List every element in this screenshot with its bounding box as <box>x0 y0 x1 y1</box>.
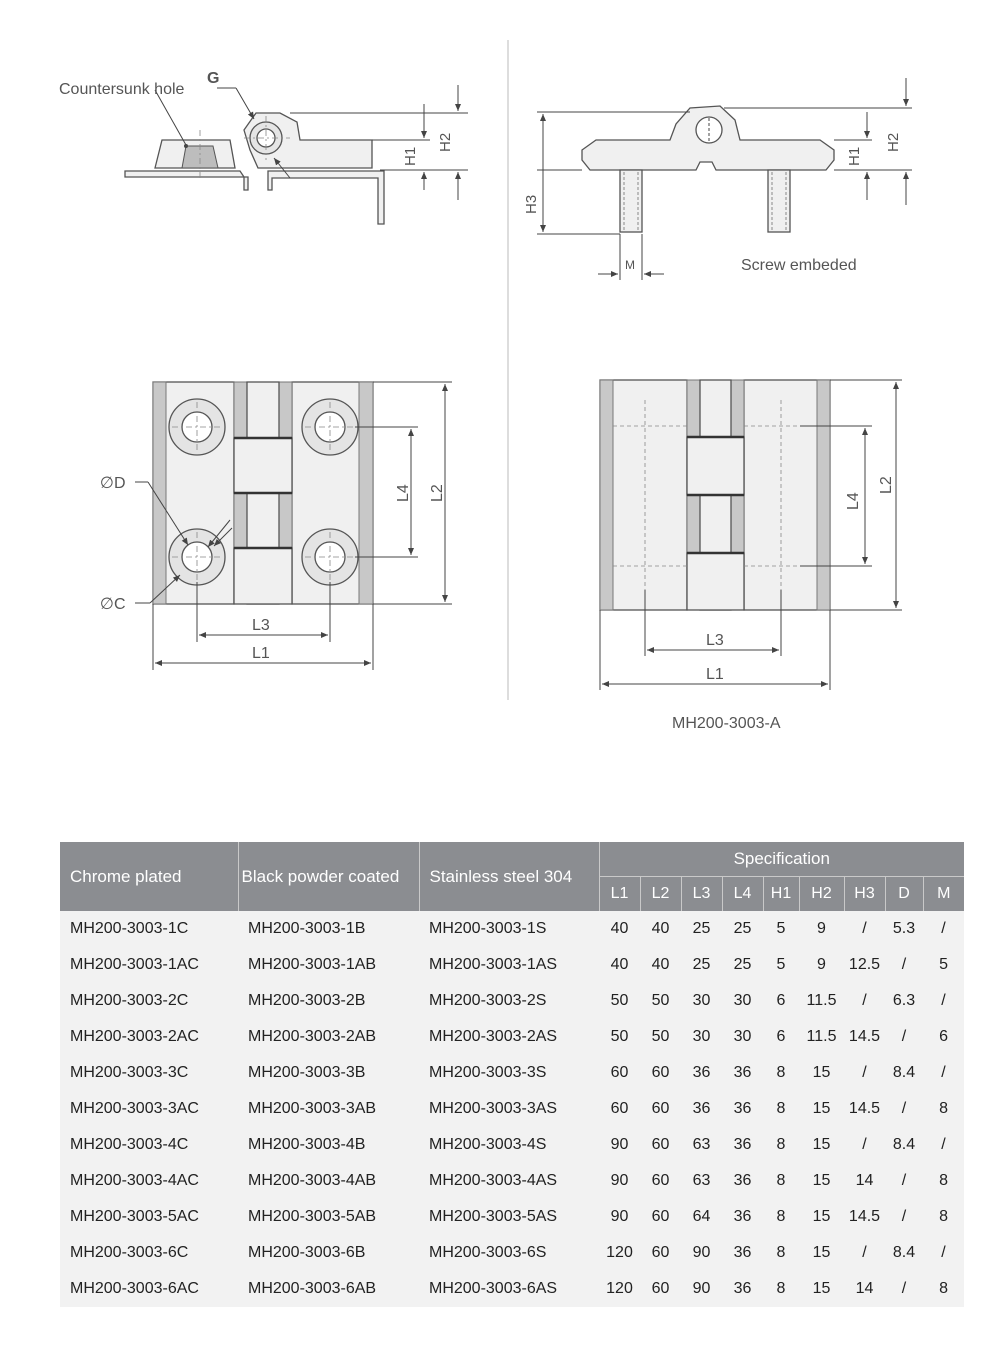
stainless-model: MH200-3003-6S <box>429 1244 547 1261</box>
chrome-model: MH200-3003-1C <box>70 920 189 937</box>
value-l1: 40 <box>610 920 629 937</box>
value-l1: 40 <box>610 956 629 973</box>
table-row <box>60 1091 964 1127</box>
value-d: 8.4 <box>892 1064 916 1081</box>
value-l4: 36 <box>733 1208 752 1225</box>
value-h2: 15 <box>812 1100 831 1117</box>
table-row <box>60 1199 964 1235</box>
value-l3: 30 <box>692 992 711 1009</box>
value-l2: 60 <box>651 1172 670 1189</box>
value-h2: 15 <box>812 1136 831 1153</box>
l2-label-a: L2 <box>878 476 895 494</box>
l4-label-front: L4 <box>395 484 412 502</box>
value-l3: 25 <box>692 920 711 937</box>
countersunk-hole-label: Countersunk hole <box>59 81 185 98</box>
l1-label-front: L1 <box>252 645 270 662</box>
value-m: 6 <box>939 1028 948 1045</box>
black-model: MH200-3003-3AB <box>248 1100 377 1117</box>
spec-col-l3: L3 <box>681 877 722 912</box>
stainless-model: MH200-3003-6AS <box>429 1280 558 1297</box>
value-l2: 60 <box>651 1100 670 1117</box>
value-l3: 30 <box>692 1028 711 1045</box>
value-l4: 36 <box>733 1100 752 1117</box>
h1-label-side: H1 <box>402 146 419 166</box>
value-l1: 50 <box>610 1028 629 1045</box>
front-view-screw-embeded <box>600 380 902 732</box>
side-view-countersunk <box>59 70 468 224</box>
l4-label-a: L4 <box>845 492 862 510</box>
value-h2: 15 <box>812 1280 831 1297</box>
value-m: / <box>941 992 946 1009</box>
l3-label-front: L3 <box>252 617 270 634</box>
chrome-model: MH200-3003-3AC <box>70 1100 199 1117</box>
value-l3: 63 <box>692 1172 711 1189</box>
chrome-model: MH200-3003-6AC <box>70 1280 199 1297</box>
value-h3: 14 <box>855 1280 874 1297</box>
black-model: MH200-3003-6B <box>248 1244 366 1261</box>
value-m: / <box>941 1244 946 1261</box>
spec-col-h1: H1 <box>763 877 799 912</box>
spec-col-m: M <box>923 877 964 912</box>
value-h3: 14 <box>855 1172 874 1189</box>
value-l4: 36 <box>733 1244 752 1261</box>
value-d: / <box>901 1208 907 1225</box>
value-d: / <box>901 1280 907 1297</box>
value-l4: 36 <box>733 1172 752 1189</box>
header-stainless-steel: Stainless steel 304 <box>419 842 599 911</box>
chrome-model: MH200-3003-4C <box>70 1136 189 1153</box>
table-row <box>60 1127 964 1163</box>
value-l2: 40 <box>651 920 670 937</box>
table-row <box>60 1235 964 1271</box>
value-h2: 9 <box>817 956 826 973</box>
value-l1: 120 <box>606 1244 633 1261</box>
phi-d-label: ∅D <box>100 475 126 492</box>
header-black-powder-coated: Black powder coated <box>238 842 419 911</box>
h2-label-screw: H2 <box>885 132 902 152</box>
stainless-model: MH200-3003-4S <box>429 1136 547 1153</box>
value-h2: 15 <box>812 1172 831 1189</box>
value-h2: 9 <box>817 920 826 937</box>
table-row <box>60 1271 964 1307</box>
value-l1: 60 <box>610 1064 629 1081</box>
l1-label-a: L1 <box>706 666 724 683</box>
value-h3: 12.5 <box>848 956 881 973</box>
l2-label-front: L2 <box>429 484 446 502</box>
value-d: 8.4 <box>892 1244 916 1261</box>
table-row <box>60 911 964 947</box>
value-h1: 8 <box>776 1064 786 1081</box>
h3-label: H3 <box>523 194 540 214</box>
value-d: / <box>901 956 907 973</box>
value-h1: 5 <box>776 956 786 973</box>
value-l1: 90 <box>610 1208 629 1225</box>
value-m: / <box>941 1064 946 1081</box>
screw-embeded-label: Screw embeded <box>741 257 857 274</box>
value-d: 6.3 <box>892 992 916 1009</box>
value-l2: 60 <box>651 1280 670 1297</box>
side-view-screw-embeded <box>523 78 912 280</box>
stainless-model: MH200-3003-5AS <box>429 1208 558 1225</box>
chrome-model: MH200-3003-3C <box>70 1064 189 1081</box>
specification-table <box>60 842 964 1307</box>
h1-label-screw: H1 <box>846 146 863 166</box>
value-l3: 63 <box>692 1136 711 1153</box>
value-m: / <box>941 920 946 937</box>
value-h1: 8 <box>776 1208 786 1225</box>
h2-label-side: H2 <box>437 132 454 152</box>
front-view-countersunk <box>100 382 452 670</box>
value-m: 8 <box>939 1100 948 1117</box>
table-row <box>60 1019 964 1055</box>
table-row <box>60 947 964 983</box>
value-l1: 50 <box>610 992 629 1009</box>
value-h3: / <box>862 1136 867 1153</box>
spec-col-h2: H2 <box>799 877 844 912</box>
value-h1: 5 <box>776 920 786 937</box>
l3-label-a: L3 <box>706 632 724 649</box>
value-l3: 64 <box>692 1208 711 1225</box>
value-l4: 30 <box>733 1028 752 1045</box>
table-row <box>60 1055 964 1091</box>
spec-table-body <box>60 911 964 1307</box>
spec-col-h3: H3 <box>844 877 885 912</box>
chrome-model: MH200-3003-4AC <box>70 1172 199 1189</box>
value-h2: 15 <box>812 1064 831 1081</box>
value-l2: 60 <box>651 1244 670 1261</box>
value-h3: / <box>862 992 867 1009</box>
value-h1: 8 <box>776 1172 786 1189</box>
value-m: 5 <box>939 956 948 973</box>
value-h1: 6 <box>776 992 786 1009</box>
value-l4: 36 <box>733 1064 752 1081</box>
value-h1: 8 <box>776 1280 786 1297</box>
value-d: 5.3 <box>892 920 916 937</box>
value-h3: / <box>862 1244 867 1261</box>
value-l3: 36 <box>692 1064 711 1081</box>
value-l3: 36 <box>692 1100 711 1117</box>
value-l2: 50 <box>651 992 670 1009</box>
spec-col-d: D <box>885 877 923 912</box>
spec-col-l2: L2 <box>640 877 681 912</box>
black-model: MH200-3003-4B <box>248 1136 366 1153</box>
stainless-model: MH200-3003-3S <box>429 1064 547 1081</box>
value-d: / <box>901 1172 907 1189</box>
value-l2: 50 <box>651 1028 670 1045</box>
value-l2: 60 <box>651 1136 670 1153</box>
black-model: MH200-3003-4AB <box>248 1172 377 1189</box>
value-l1: 120 <box>606 1280 633 1297</box>
stainless-model: MH200-3003-2AS <box>429 1028 558 1045</box>
model-a-caption: MH200-3003-A <box>672 715 781 732</box>
black-model: MH200-3003-5AB <box>248 1208 377 1225</box>
value-m: 8 <box>939 1172 948 1189</box>
stainless-model: MH200-3003-1S <box>429 920 547 937</box>
value-d: / <box>901 1028 907 1045</box>
stainless-model: MH200-3003-3AS <box>429 1100 558 1117</box>
spec-col-l1: L1 <box>599 877 640 912</box>
value-l4: 36 <box>733 1280 752 1297</box>
value-l1: 90 <box>610 1136 629 1153</box>
value-l2: 60 <box>651 1064 670 1081</box>
value-l4: 25 <box>733 956 752 973</box>
header-chrome-plated: Chrome plated <box>60 842 238 911</box>
value-d: 8.4 <box>892 1136 916 1153</box>
spec-col-l4: L4 <box>722 877 763 912</box>
value-h1: 8 <box>776 1100 786 1117</box>
value-h3: 14.5 <box>848 1100 881 1117</box>
black-model: MH200-3003-1B <box>248 920 366 937</box>
stainless-model: MH200-3003-1AS <box>429 956 558 973</box>
black-model: MH200-3003-2B <box>248 992 366 1009</box>
value-d: / <box>901 1100 907 1117</box>
phi-c-label: ∅C <box>100 596 126 613</box>
value-l1: 60 <box>610 1100 629 1117</box>
value-h3: / <box>862 1064 867 1081</box>
value-l1: 90 <box>610 1172 629 1189</box>
value-h1: 6 <box>776 1028 786 1045</box>
black-model: MH200-3003-3B <box>248 1064 366 1081</box>
value-m: / <box>941 1136 946 1153</box>
chrome-model: MH200-3003-5AC <box>70 1208 199 1225</box>
value-h2: 11.5 <box>806 992 837 1009</box>
stainless-model: MH200-3003-2S <box>429 992 547 1009</box>
value-l2: 60 <box>651 1208 670 1225</box>
value-h2: 15 <box>812 1208 831 1225</box>
value-h3: 14.5 <box>848 1208 881 1225</box>
chrome-model: MH200-3003-6C <box>70 1244 189 1261</box>
value-h1: 8 <box>776 1244 786 1261</box>
chrome-model: MH200-3003-1AC <box>70 956 199 973</box>
value-l3: 90 <box>692 1280 711 1297</box>
value-m: 8 <box>939 1280 948 1297</box>
value-l4: 36 <box>733 1136 752 1153</box>
header-specification: Specification <box>599 842 964 877</box>
stainless-model: MH200-3003-4AS <box>429 1172 558 1189</box>
table-row <box>60 983 964 1019</box>
chrome-model: MH200-3003-2AC <box>70 1028 199 1045</box>
black-model: MH200-3003-1AB <box>248 956 377 973</box>
value-h3: / <box>862 920 867 937</box>
black-model: MH200-3003-2AB <box>248 1028 377 1045</box>
value-m: 8 <box>939 1208 948 1225</box>
value-l4: 30 <box>733 992 752 1009</box>
m-label: M <box>625 258 635 272</box>
chrome-model: MH200-3003-2C <box>70 992 189 1009</box>
value-h2: 15 <box>812 1244 831 1261</box>
g-label: G <box>207 70 220 87</box>
table-row <box>60 1163 964 1199</box>
value-h3: 14.5 <box>848 1028 881 1045</box>
value-l3: 25 <box>692 956 711 973</box>
black-model: MH200-3003-6AB <box>248 1280 377 1297</box>
value-h2: 11.5 <box>806 1028 837 1045</box>
value-h1: 8 <box>776 1136 786 1153</box>
value-l2: 40 <box>651 956 670 973</box>
value-l3: 90 <box>692 1244 711 1261</box>
value-l4: 25 <box>733 920 752 937</box>
